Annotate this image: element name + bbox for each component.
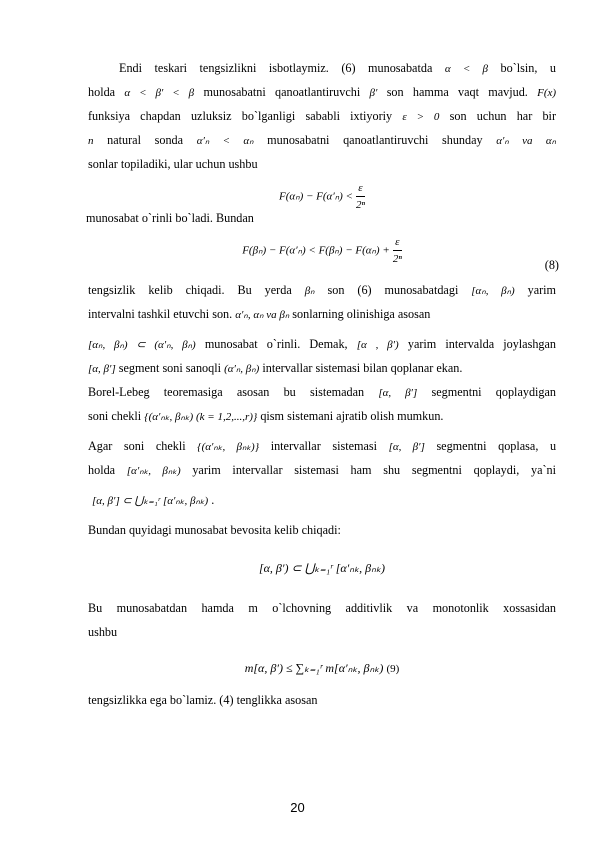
math-inline: [α′ₙₖ, βₙₖ) <box>126 465 181 477</box>
paragraph-line <box>88 336 556 353</box>
math-inline: ε > 0 <box>402 111 440 123</box>
paragraph-line <box>88 282 556 299</box>
math-inline: [α, β′] <box>88 363 116 375</box>
math-expression: F(αₙ) − F(α′ₙ) < <box>279 190 353 203</box>
math-expression: F(βₙ) − F(α′ₙ) < F(βₙ) − F(αₙ) + <box>242 244 390 257</box>
math-inline: α′ₙ, αₙ va βₙ <box>235 309 290 321</box>
math-inline: {(α′ₙₖ, βₙₖ) (k = 1,2,...,r)} <box>144 411 258 423</box>
fraction-numerator: ε <box>393 234 402 251</box>
equation-number: (8) <box>544 258 559 272</box>
text-run: funksiya chapdan uzluksiz bo`lganligi sababli ixtiyoriy <box>88 109 393 123</box>
display-formula <box>88 660 556 677</box>
text-run: munosabat o`rinli bo`ladi. Bundan <box>86 211 254 225</box>
math-inline: α′ₙ va αₙ <box>496 135 557 147</box>
math-expression: [α, β′) ⊂ ⋃ₖ₌₁ʳ [α′ₙₖ, βₙₖ) <box>258 561 386 575</box>
math-inline: [αₙ, βₙ) <box>471 285 515 297</box>
text-run: holda <box>88 85 116 99</box>
math-inline: [α, β′] <box>388 441 425 453</box>
text-run: segmentni qoplaydigan <box>431 385 557 399</box>
text-run: yarim intervalda joylashgan <box>407 337 557 351</box>
text-run: holda <box>88 463 116 477</box>
math-inline: α′ₙ < αₙ <box>196 135 254 147</box>
text-run: intervallar sistemasi bilan qoplanar ekan. <box>262 361 463 375</box>
math-inline: β′ <box>369 87 378 99</box>
text-run: Borel-Lebeg teoremasiga asosan bu sistemadan <box>88 385 365 399</box>
text-run: segment soni sanoqli <box>118 361 222 375</box>
math-inline: βₙ <box>304 285 315 297</box>
math-inline: [α , β′) <box>356 339 399 351</box>
text-run: ushbu <box>88 625 118 639</box>
page-number: 20 <box>290 800 305 815</box>
text-run: son hamma vaqt mavjud. <box>386 85 528 99</box>
text-run: tengsizlik kelib chiqadi. Bu yerda <box>88 283 292 297</box>
display-formula <box>92 492 560 509</box>
text-run: natural sonda <box>107 133 184 147</box>
paragraph-line <box>88 306 556 323</box>
paragraph-line <box>88 156 556 172</box>
fraction <box>356 180 365 213</box>
math-expression: [α, β′] ⊂ ⋃ₖ₌₁ʳ [α′ₙₖ, βₙₖ) <box>92 495 209 507</box>
display-formula <box>88 560 556 576</box>
text-run: sonlarning olinishiga asosan <box>292 307 431 321</box>
text-run: munosabatni qanoatlantiruvchi <box>203 85 361 99</box>
paragraph-line <box>88 360 556 377</box>
paragraph-line <box>88 522 556 538</box>
paragraph-line <box>88 84 556 101</box>
text-run: Endi teskari tengsizlikni isbotlaymiz. (6) munosabatda <box>119 61 433 75</box>
equation-number: (9) <box>386 663 400 675</box>
text-run: munosabatni qanoatlantiruvchi shunday <box>267 133 483 147</box>
fraction <box>393 234 402 267</box>
text-run: yarim intervallar sistemasi ham shu segmentni qoplaydi, ya`ni <box>192 463 557 477</box>
text-run: son (6) munosabatdagi <box>327 283 459 297</box>
text-run: intervalni tashkil etuvchi son. <box>88 307 233 321</box>
text-run: bo`lsin, u <box>500 61 557 75</box>
text-run: yarim <box>527 283 557 297</box>
text-run: soni chekli <box>88 409 142 423</box>
paragraph-line <box>88 408 556 425</box>
paragraph-line <box>119 60 556 77</box>
display-formula <box>88 234 556 267</box>
text-run: segmentni qoplasa, u <box>436 439 557 453</box>
paragraph-line <box>88 692 556 708</box>
fraction-numerator: ε <box>356 180 365 197</box>
math-inline: (α′ₙ, βₙ) <box>224 363 260 375</box>
math-inline: α < β′ < β <box>124 87 195 99</box>
text-run: Agar soni chekli <box>88 439 186 453</box>
paragraph-line <box>88 438 556 455</box>
math-inline: [αₙ, βₙ) ⊂ (α′ₙ, βₙ) <box>88 339 196 351</box>
math-inline: F(x) <box>537 87 557 99</box>
text-run: qism sistemani ajratib olish mumkun. <box>260 409 444 423</box>
paragraph-line <box>88 108 556 125</box>
paragraph-line <box>88 132 556 149</box>
math-inline: {(α′ₙₖ, βₙₖ)} <box>197 441 260 453</box>
text-run: intervallar sistemasi <box>270 439 378 453</box>
math-inline: [α, β′] <box>378 387 418 399</box>
text-run: sonlar topiladiki, ular uchun ushbu <box>88 157 258 171</box>
paragraph-line <box>88 600 556 616</box>
text-run: . <box>211 493 215 507</box>
paragraph-line <box>88 462 556 479</box>
math-expression: m[α, β′) ≤ ∑ₖ₌₁ʳ m[α′ₙₖ, βₙₖ) <box>244 661 384 675</box>
text-run: son uchun har bir <box>449 109 557 123</box>
paragraph-line <box>88 384 556 401</box>
paragraph-line <box>86 210 554 226</box>
text-run: Bu munosabatdan hamda m o`lchovning additivlik va monotonlik xossasidan <box>88 601 556 615</box>
text-run: tengsizlikka ega bo`lamiz. (4) tenglikka asosan <box>88 693 318 707</box>
display-formula <box>88 180 556 213</box>
fraction-denominator: 2ⁿ <box>392 253 402 265</box>
fraction-denominator: 2ⁿ <box>355 199 365 211</box>
text-run: munosabat o`rinli. Demak, <box>204 337 348 351</box>
text-run: Bundan quyidagi munosabat bevosita kelib chiqadi: <box>88 523 341 537</box>
math-inline: n <box>88 135 94 147</box>
math-inline: α < β <box>444 63 488 75</box>
paragraph-line <box>88 624 556 640</box>
